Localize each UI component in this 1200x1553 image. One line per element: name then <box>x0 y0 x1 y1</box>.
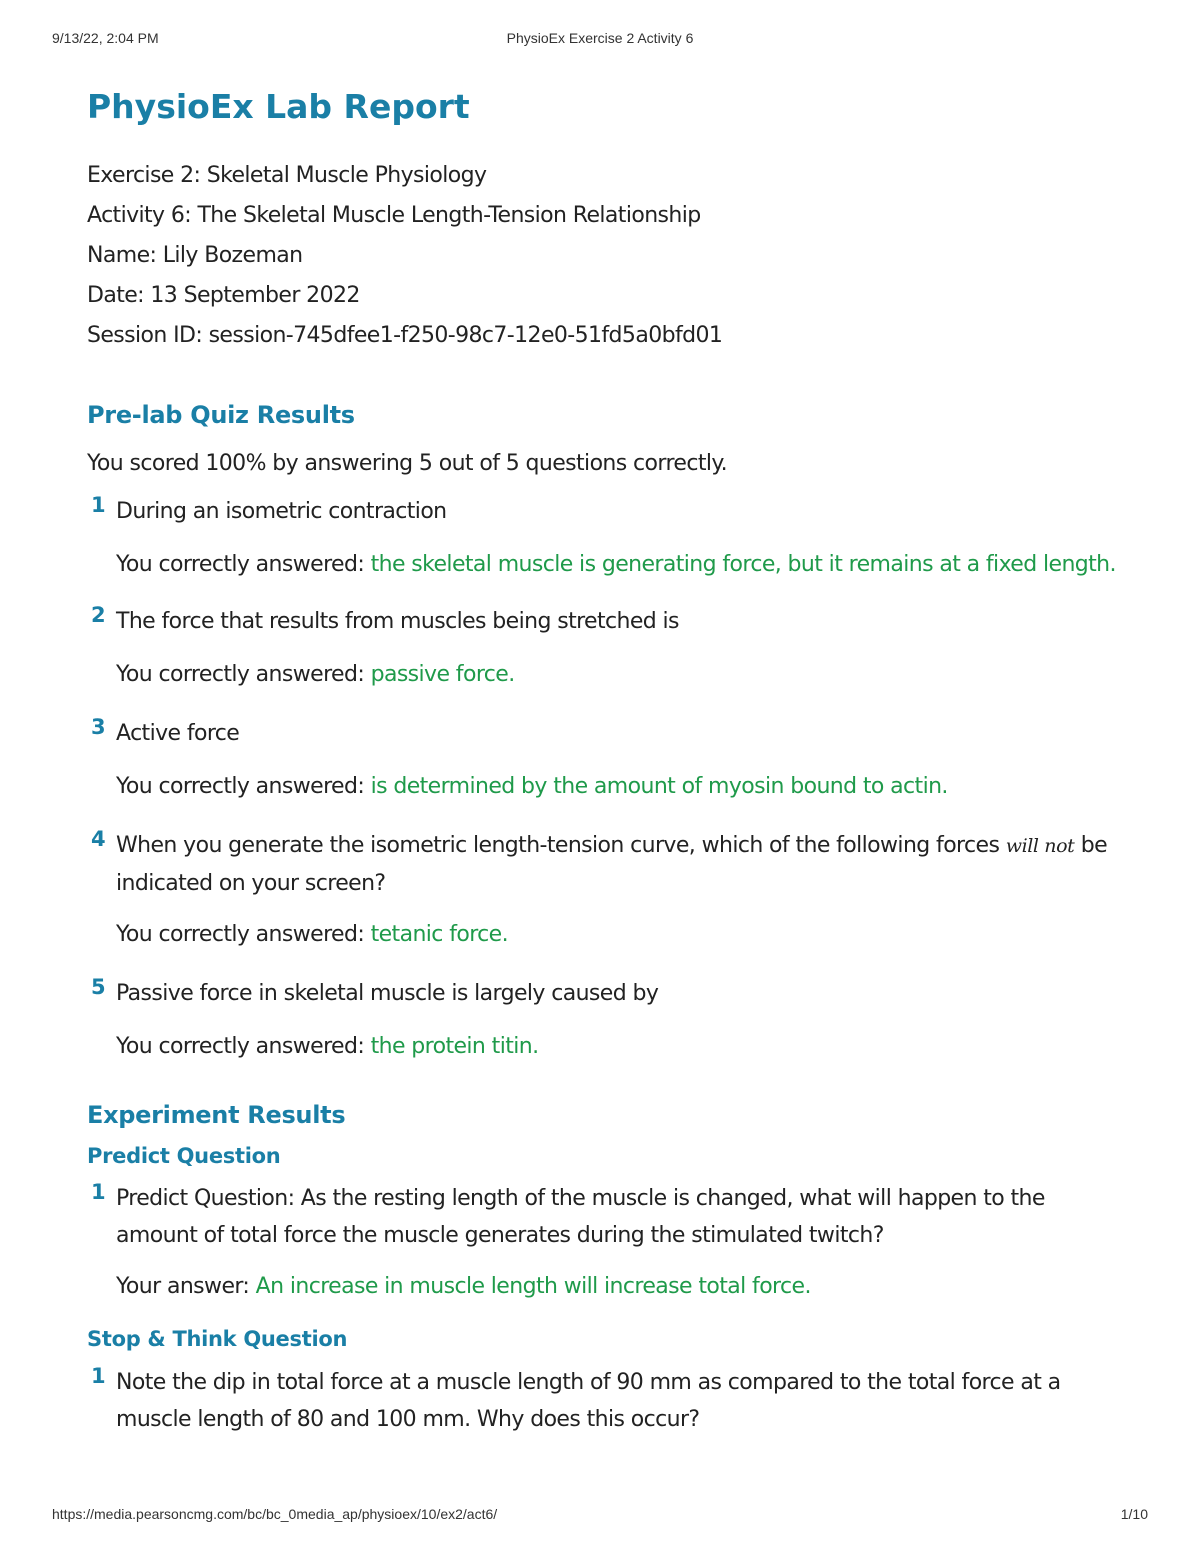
answer-text: tetanic force. <box>370 922 508 947</box>
answer-prefix: You correctly answered: <box>116 1034 365 1059</box>
quiz-question <box>87 827 1127 953</box>
answer-text: the protein titin. <box>370 1034 539 1059</box>
report-title: PhysioEx Lab Report <box>87 87 470 126</box>
answer-prefix: You correctly answered: <box>116 662 365 687</box>
question-number: 1 <box>91 493 106 517</box>
question-text: Predict Question: As the resting length of the muscle is changed, what will happen to the amount of total force the muscle generates during the stimulated twitch? <box>116 1186 1045 1248</box>
question-number: 5 <box>91 975 106 999</box>
page-number: 1/10 <box>1120 1506 1148 1522</box>
report-content <box>87 82 1127 1438</box>
question-emphasis: will not <box>1005 835 1075 857</box>
quiz-answer <box>116 656 1127 693</box>
quiz-answer <box>116 916 1127 953</box>
prelab-heading: Pre-lab Quiz Results <box>87 401 355 429</box>
print-footer <box>0 1506 1200 1526</box>
answer-text: is determined by the amount of myosin bound to actin. <box>370 774 948 799</box>
question-text-part: be indicated on your screen? <box>116 833 1108 896</box>
exercise-line: Exercise 2: Skeletal Muscle Physiology <box>87 163 487 188</box>
question-text: The force that results from muscles being stretched is <box>116 609 679 634</box>
question-number: 4 <box>91 827 106 851</box>
question-text: Active force <box>116 721 240 746</box>
answer-prefix: You correctly answered: <box>116 922 365 947</box>
activity-line: Activity 6: The Skeletal Muscle Length-Tension Relationship <box>87 203 701 228</box>
answer-prefix: You correctly answered: <box>116 774 365 799</box>
date-line: Date: 13 September 2022 <box>87 283 360 308</box>
quiz-answer <box>116 768 1127 805</box>
stop-think-heading: Stop & Think Question <box>87 1327 348 1351</box>
print-url: https://media.pearsoncmg.com/bc/bc_0media_ap/physioex/10/ex2/act6/ <box>52 1506 498 1522</box>
answer-text: An increase in muscle length will increase total force. <box>255 1274 811 1299</box>
question-text: During an isometric contraction <box>116 499 447 524</box>
quiz-question <box>87 975 1127 1065</box>
quiz-question <box>87 603 1127 693</box>
question-text <box>116 827 1127 902</box>
stop-think-question <box>87 1364 1127 1438</box>
report-meta <box>87 156 1127 356</box>
session-id-line: Session ID: session-745dfee1-f250-98c7-12e0-51fd5a0bfd01 <box>87 323 723 348</box>
print-header <box>0 30 1200 50</box>
question-number: 1 <box>91 1180 106 1204</box>
quiz-answer <box>116 546 1127 583</box>
question-number: 1 <box>91 1364 106 1388</box>
predict-heading: Predict Question <box>87 1144 281 1168</box>
answer-text: the skeletal muscle is generating force, but it remains at a fixed length. <box>370 552 1116 577</box>
prelab-score: You scored 100% by answering 5 out of 5 questions correctly. <box>87 451 728 476</box>
question-number: 2 <box>91 603 106 627</box>
question-text: Passive force in skeletal muscle is largely caused by <box>116 981 659 1006</box>
question-text: Note the dip in total force at a muscle length of 90 mm as compared to the total force at a muscle length of 80 and 100 mm. Why does this occur? <box>116 1370 1061 1432</box>
predict-question <box>87 1180 1127 1305</box>
quiz-question <box>87 715 1127 805</box>
print-datetime: 9/13/22, 2:04 PM <box>52 30 159 46</box>
experiment-heading: Experiment Results <box>87 1101 346 1129</box>
answer-text: passive force. <box>370 662 515 687</box>
question-text-part: When you generate the isometric length-tension curve, which of the following forces <box>116 833 1000 858</box>
print-doc-title: PhysioEx Exercise 2 Activity 6 <box>506 30 694 46</box>
predict-answer <box>116 1268 1127 1305</box>
quiz-answer <box>116 1028 1127 1065</box>
quiz-question <box>87 493 1127 583</box>
name-line: Name: Lily Bozeman <box>87 243 303 268</box>
question-number: 3 <box>91 715 106 739</box>
answer-prefix: You correctly answered: <box>116 552 365 577</box>
answer-prefix: Your answer: <box>116 1274 250 1299</box>
